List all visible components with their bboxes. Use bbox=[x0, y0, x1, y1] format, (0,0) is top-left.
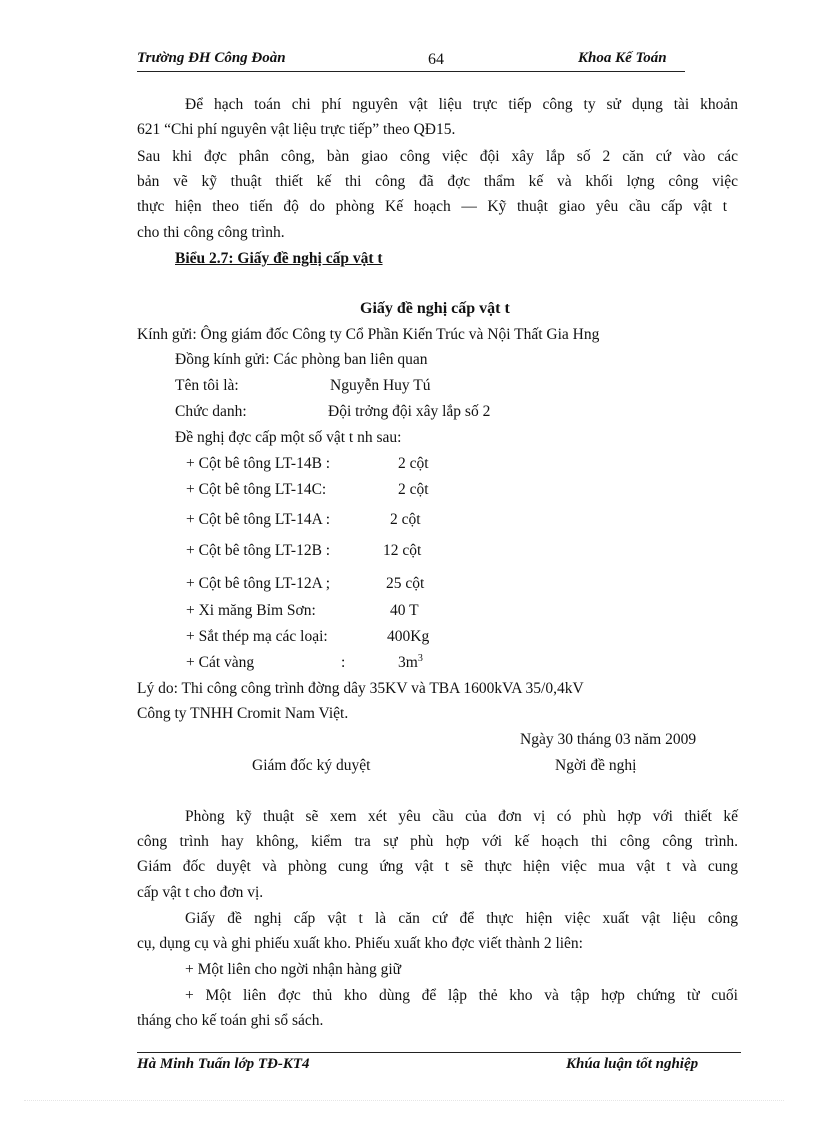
item-qty: 2 cột bbox=[398, 481, 429, 498]
item-qty: 12 cột bbox=[383, 542, 422, 559]
item-qty: 2 cột bbox=[390, 511, 421, 528]
after-p1-line-1: Phòng kỹ thuật sẽ xem xét yêu cầu của đơn vị có phù hợp với thiết kế bbox=[185, 808, 738, 825]
item-qty: 2 cột bbox=[398, 455, 429, 472]
form-date: Ngày 30 tháng 03 năm 2009 bbox=[520, 731, 697, 748]
intro-line-1: Để hạch toán chi phí nguyên vật liệu trực tiếp công ty sử dụng tài khoản bbox=[185, 96, 738, 113]
item-qty-base: 3m bbox=[398, 654, 418, 671]
item-qty: 25 cột bbox=[386, 575, 425, 592]
item-label: + Cột bê tông LT-14A : bbox=[186, 511, 331, 528]
intro-line-4: bản vẽ kỹ thuật thiết kế thi công đã đợc thẩm kế và khối lợng công việc bbox=[137, 173, 738, 190]
header-school: Trường ĐH Công Đoàn bbox=[137, 50, 286, 66]
item-label: + Cát vàng bbox=[186, 654, 255, 671]
after-p2-line-1: Giấy đề nghị cấp vật t là căn cứ để thực hiện việc xuất vật liệu công bbox=[185, 910, 738, 927]
header-rule bbox=[137, 71, 685, 72]
form-request-intro: Đề nghị đợc cấp một số vật t nh sau: bbox=[175, 429, 402, 446]
item-label: + Cột bê tông LT-12A ; bbox=[186, 575, 331, 592]
footer-author: Hà Minh Tuấn lớp TĐ-KT4 bbox=[137, 1056, 310, 1072]
after-bullet-2-line-1: + Một liên đợc thủ kho dùng để lập thẻ kho và tập hợp chứng từ cuối bbox=[185, 987, 738, 1004]
footer-rule bbox=[137, 1052, 741, 1053]
form-addressee: Kính gửi: Ông giám đốc Công ty Cổ Phần Kiến Trúc và Nội Thất Gia Hng bbox=[137, 326, 600, 343]
item-label: + Cột bê tông LT-12B : bbox=[186, 542, 331, 559]
item-label: + Xi măng Bỉm Sơn: bbox=[186, 602, 316, 619]
form-position-label: Chức danh: bbox=[175, 403, 247, 420]
form-reason-line-2: Công ty TNHH Cromit Nam Việt. bbox=[137, 705, 349, 722]
header-department: Khoa Kế Toán bbox=[578, 50, 667, 66]
item-label: + Sắt thép mạ các loại: bbox=[186, 628, 328, 645]
item-qty: 400Kg bbox=[387, 628, 430, 645]
form-name-value: Nguyễn Huy Tú bbox=[330, 377, 431, 394]
form-cc: Đồng kính gửi: Các phòng ban liên quan bbox=[175, 351, 428, 368]
form-name-label: Tên tôi là: bbox=[175, 377, 239, 394]
after-p2-line-2: cụ, dụng cụ và ghi phiếu xuất kho. Phiếu xuất kho đợc viết thành 2 liên: bbox=[137, 935, 583, 952]
intro-line-6: cho thi công công trình. bbox=[137, 224, 285, 241]
item-qty: 40 T bbox=[390, 602, 419, 619]
signature-director: Giám đốc ký duyệt bbox=[252, 757, 371, 774]
page-number: 64 bbox=[428, 51, 444, 68]
after-p1-line-3: Giám đốc duyệt và phòng cung ứng vật t sẽ thực hiện việc mua vật t và cung bbox=[137, 858, 738, 875]
intro-line-5: thực hiện theo tiến độ do phòng Kế hoạch — Kỹ thuật giao yêu cầu cấp vật t bbox=[137, 198, 727, 215]
form-title: Giấy đề nghị cấp vật t bbox=[360, 300, 510, 317]
item-colon: : bbox=[341, 654, 346, 671]
after-p1-line-2: công trình hay không, kiểm tra sự phù hợp với kế hoạch thi công công trình. bbox=[137, 833, 738, 850]
after-bullet-1: + Một liên cho ngời nhận hàng giữ bbox=[185, 961, 402, 978]
after-p1-line-4: cấp vật t cho đơn vị. bbox=[137, 884, 264, 901]
intro-line-3: Sau khi đợc phân công, bàn giao công việc đội xây lắp số 2 căn cứ vào các bbox=[137, 148, 738, 165]
form-position-value: Đội trởng đội xây lắp số 2 bbox=[328, 403, 491, 420]
intro-line-2: 621 “Chi phí nguyên vật liệu trực tiếp” theo QĐ15. bbox=[137, 121, 456, 138]
after-bullet-2-line-2: tháng cho kế toán ghi sổ sách. bbox=[137, 1012, 324, 1029]
figure-label: Biểu 2.7: Giấy đề nghị cấp vật t bbox=[175, 250, 383, 267]
signature-requester: Ngời đề nghị bbox=[555, 757, 637, 774]
footer-thesis-label: Khúa luận tốt nghiệp bbox=[566, 1056, 699, 1072]
item-label: + Cột bê tông LT-14B : bbox=[186, 455, 331, 472]
item-qty-superscript: 3 bbox=[417, 652, 423, 664]
form-reason-line-1: Lý do: Thi công công trình đờng dây 35KV và TBA 1600kVA 35/0,4kV bbox=[137, 680, 584, 697]
page-bottom-border bbox=[24, 1100, 784, 1101]
item-label: + Cột bê tông LT-14C: bbox=[186, 481, 327, 498]
item-qty bbox=[398, 654, 423, 672]
